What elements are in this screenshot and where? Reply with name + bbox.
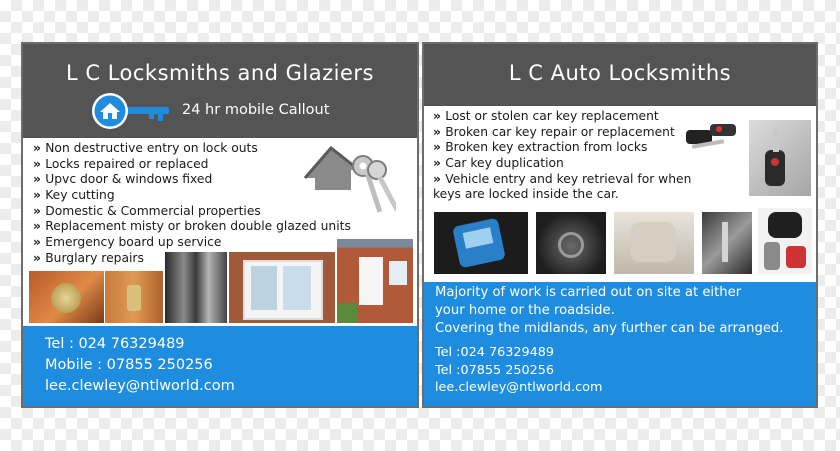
service-item: » Domestic & Commercial properties (33, 204, 351, 220)
left-contact-footer (23, 326, 417, 406)
message-line: Covering the midlands, any further can be arranged. (435, 321, 784, 336)
phone-number: Tel : 024 76329489 (45, 336, 185, 352)
key-programmer-photo (434, 212, 528, 274)
door-lock-photo (702, 212, 752, 274)
service-item: » Locks repaired or replaced (33, 157, 351, 173)
lock-cylinder-photo (29, 271, 104, 323)
phone-number: Tel :024 76329489 (435, 345, 555, 360)
house-key-logo-icon (91, 92, 173, 130)
upvc-window-photo (229, 252, 335, 323)
service-item: » Broken key extraction from locks (433, 140, 691, 156)
ignition-photo (536, 212, 606, 274)
email-address: lee.clewley@ntlworld.com (435, 380, 603, 395)
house-keys-icon (301, 142, 396, 222)
right-header (424, 44, 816, 106)
service-item: » Key cutting (33, 188, 351, 204)
mobile-number: Tel :07855 250256 (435, 362, 555, 378)
service-item: » Vehicle entry and key retrieval for when (433, 172, 691, 188)
service-item: » Replacement misty or broken double glazed units (33, 219, 351, 235)
door-frame-photo (165, 252, 227, 323)
callout-text: 24 hr mobile Callout (182, 102, 330, 118)
coverage-message (435, 284, 784, 338)
remote-keys-photo (758, 208, 812, 274)
auto-locksmiths-flyer (422, 42, 818, 408)
right-contact (435, 344, 602, 397)
service-item: » Broken car key repair or replacement (433, 125, 691, 141)
house-front-photo (337, 239, 413, 323)
car-key-fob-photo (682, 116, 740, 156)
right-services-list (433, 109, 691, 203)
right-title: L C Auto Locksmiths (508, 61, 732, 85)
door-handle-photo (105, 271, 163, 323)
message-line: your home or the roadside. (435, 303, 615, 318)
right-info-footer (424, 282, 816, 406)
service-item: » Emergency board up service (33, 235, 351, 251)
mobile-number: Mobile : 07855 250256 (45, 357, 213, 373)
message-line: Majority of work is carried out on site at either (435, 285, 742, 300)
left-header (23, 44, 417, 138)
car-seat-photo (614, 212, 694, 274)
service-item: » Lost or stolen car key replacement (433, 109, 691, 125)
service-item: » Burglary repairs (33, 251, 351, 267)
car-lock-key-photo (749, 120, 811, 196)
email-address: lee.clewley@ntlworld.com (45, 378, 235, 394)
service-item-continued: keys are locked inside the car. (433, 187, 619, 202)
service-item: » Non destructive entry on lock outs (33, 141, 351, 157)
service-item: » Car key duplication (433, 156, 691, 172)
locksmiths-glaziers-flyer (21, 42, 419, 408)
service-item: » Upvc door & windows fixed (33, 172, 351, 188)
left-title: L C Locksmiths and Glaziers (65, 61, 374, 85)
left-contact (45, 334, 235, 397)
